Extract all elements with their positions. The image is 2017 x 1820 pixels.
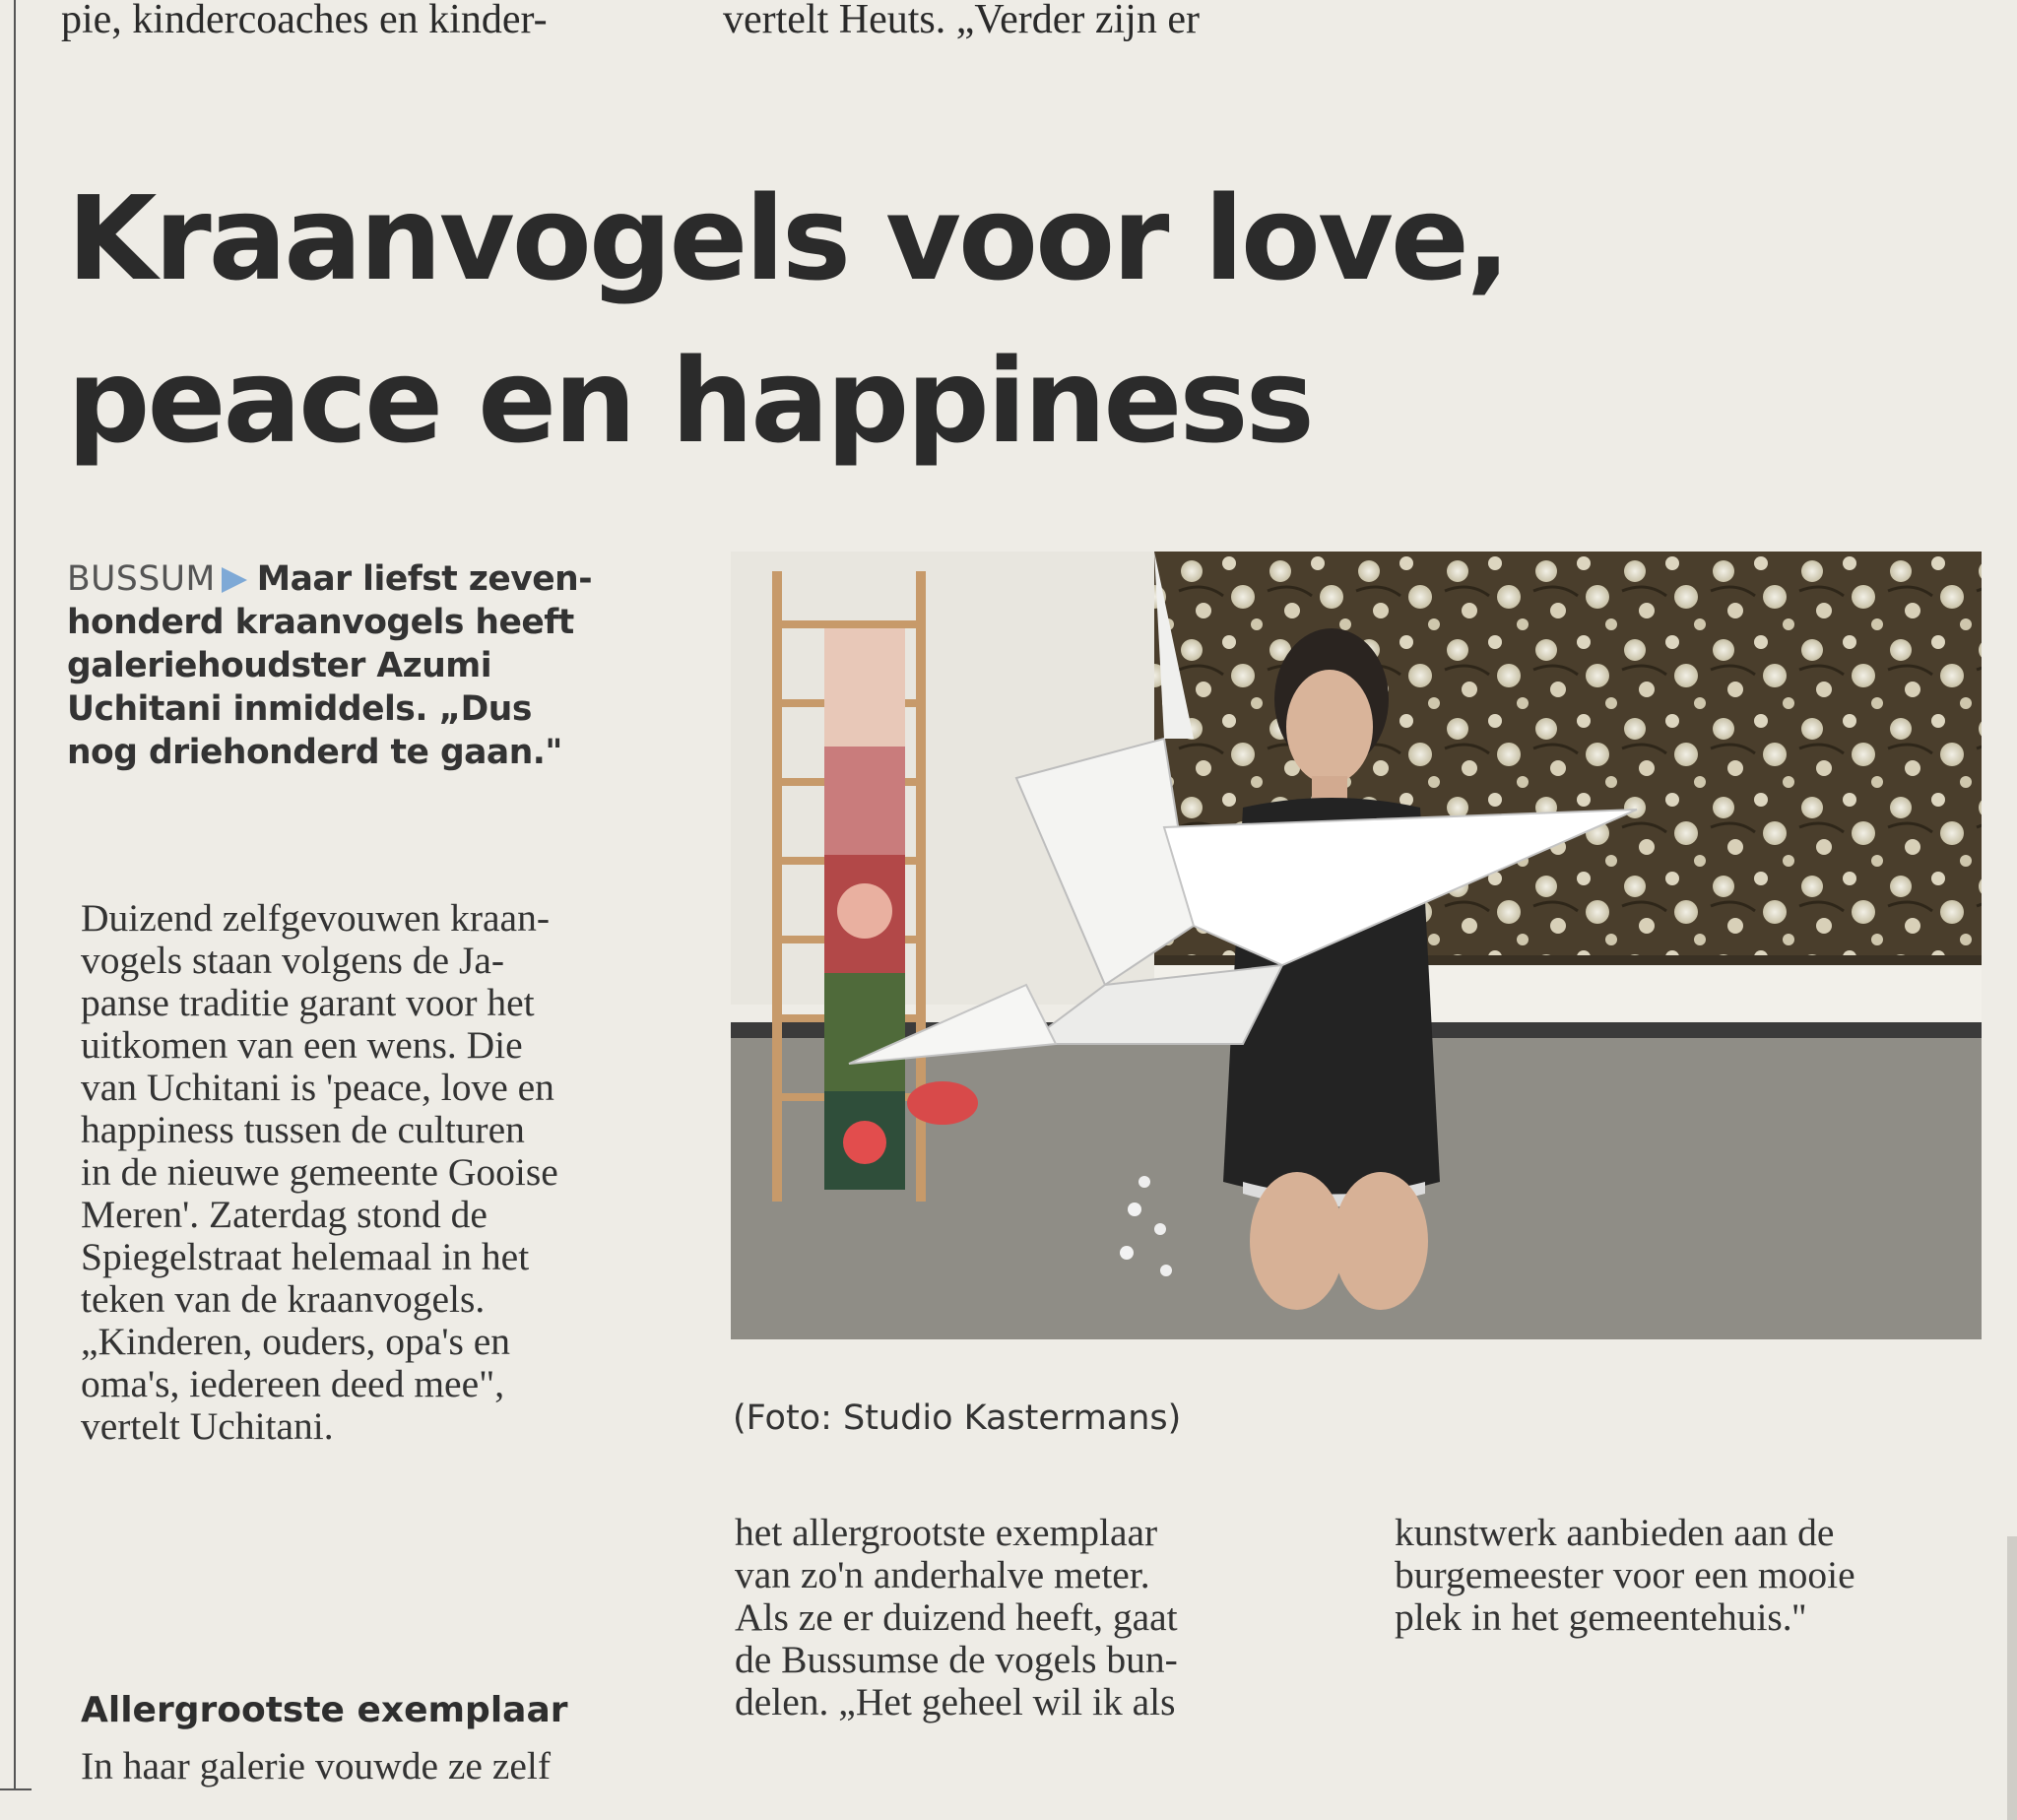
article-photo (731, 552, 1982, 1339)
body-line: vertelt Uchitani. (81, 1404, 334, 1448)
photo-caption: (Foto: Studio Kastermans) (733, 1398, 1182, 1438)
body-line: Spiegelstraat helemaal in het (81, 1235, 530, 1278)
lead-line-4: Uchitani inmiddels. „Dus (67, 689, 532, 729)
body-line: de Bussumse de vogels bun- (735, 1638, 1178, 1681)
body-line: Duizend zelfgevouwen kraan- (81, 896, 550, 940)
body-line: delen. „Het geheel wil ik als (735, 1680, 1176, 1723)
headline-line-2: peace en happiness (67, 333, 1312, 469)
body-line: teken van de kraanvogels. (81, 1277, 486, 1321)
gallery-photo-illustration (731, 552, 1982, 1339)
column-rule (14, 0, 16, 1790)
body-line: kunstwerk aanbieden aan de (1395, 1511, 1835, 1554)
body-line: het allergrootste exemplaar (735, 1511, 1158, 1554)
body-line: happiness tussen de culturen (81, 1108, 525, 1151)
page-edge (2007, 1536, 2017, 1820)
section-subheading: Allergrootste exemplaar (81, 1690, 568, 1730)
body-line: van zo'n anderhalve meter. (735, 1553, 1150, 1596)
previous-article-fragment-right: vertelt Heuts. „Verder zijn er (723, 0, 1200, 42)
body-line: „Kinderen, ouders, opa's en (81, 1320, 510, 1363)
dateline-arrow-icon (222, 567, 247, 593)
body-column-1-continued (81, 1745, 551, 1788)
article-lead (67, 557, 697, 774)
body-column-2 (735, 1512, 1178, 1723)
body-line: in de nieuwe gemeente Gooise (81, 1150, 558, 1194)
body-line: plek in het gemeentehuis.'' (1395, 1595, 1806, 1639)
body-line: Als ze er duizend heeft, gaat (735, 1595, 1178, 1639)
article-headline (67, 158, 1938, 483)
body-line: vogels staan volgens de Ja- (81, 939, 505, 982)
body-line: panse traditie garant voor het (81, 981, 535, 1024)
column-rule-foot (0, 1788, 32, 1790)
lead-line-5: nog driehonderd te gaan." (67, 733, 562, 772)
lead-line-2: honderd kraanvogels heeft (67, 603, 574, 642)
lead-line-3: galeriehoudster Azumi (67, 646, 492, 685)
body-line: oma's, iedereen deed mee", (81, 1362, 505, 1405)
body-line: van Uchitani is 'peace, love en (81, 1066, 554, 1109)
body-line: uitkomen van een wens. Die (81, 1023, 523, 1067)
body-column-1 (81, 897, 558, 1448)
body-line: Meren'. Zaterdag stond de (81, 1193, 488, 1236)
headline-line-1: Kraanvogels voor love, (67, 170, 1508, 306)
body-column-3 (1395, 1512, 1855, 1639)
previous-article-fragment-left: pie, kindercoaches en kinder- (61, 0, 548, 42)
body-line: In haar galerie vouwde ze zelf (81, 1744, 552, 1788)
lead-line-1: BUSSUM Maar liefst zeven- (67, 559, 593, 599)
body-line: burgemeester voor een mooie (1395, 1553, 1855, 1596)
dateline: BUSSUM (67, 559, 216, 599)
